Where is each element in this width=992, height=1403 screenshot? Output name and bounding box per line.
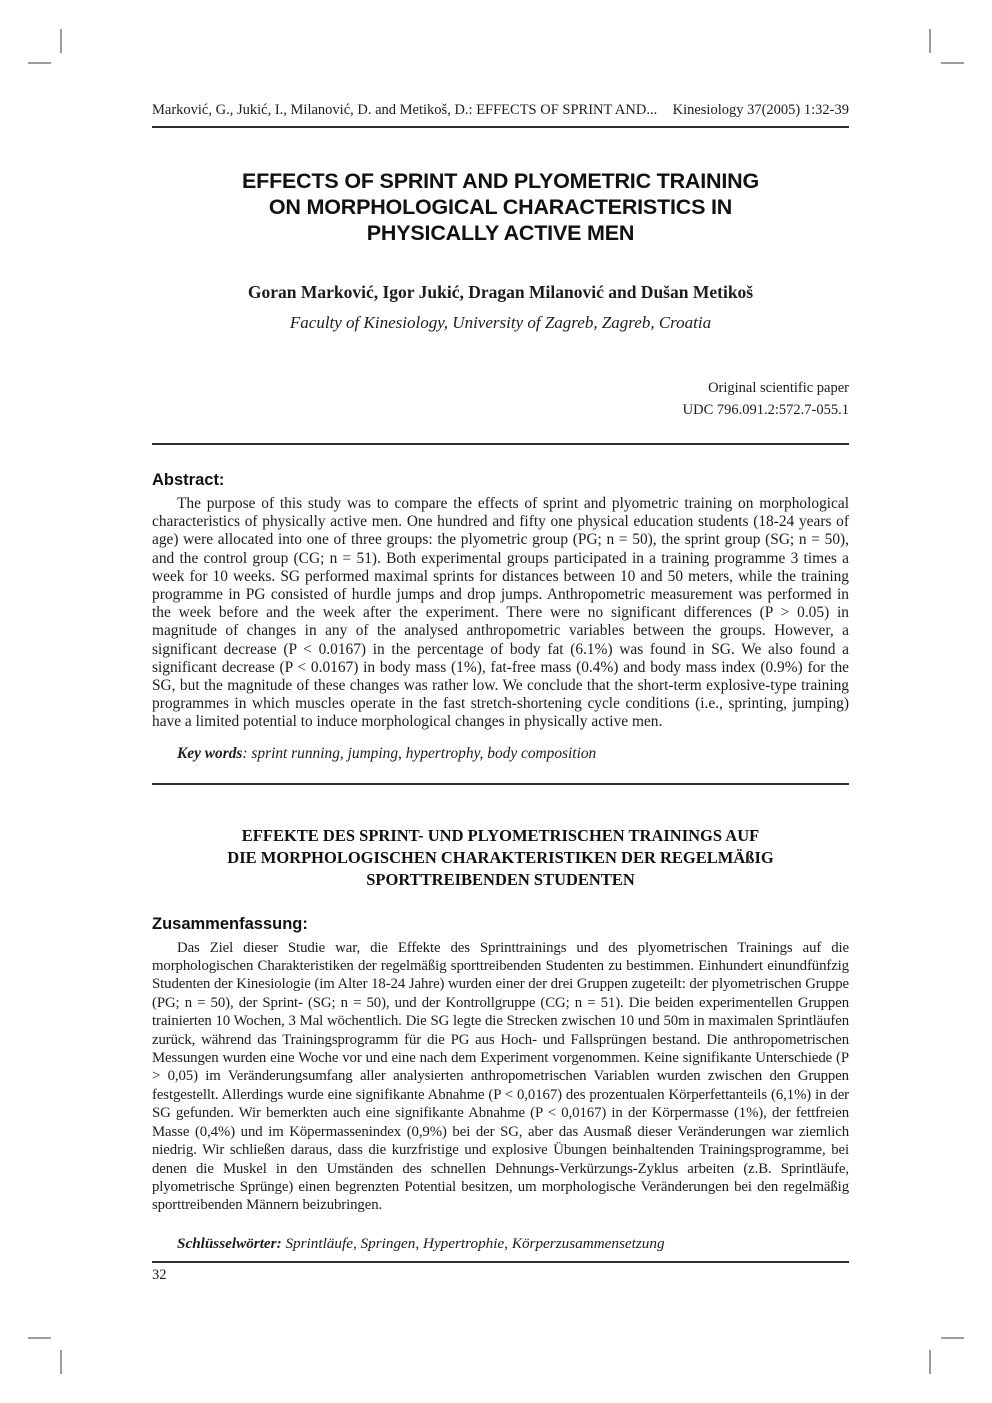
abstract-heading: Abstract: [152,471,225,489]
crop-mark-bottom-right-vertical [929,1350,931,1374]
page-number: 32 [152,1266,167,1283]
schluesselwoerter-label: Schlüsselwörter: [177,1234,282,1252]
crop-mark-top-right-vertical [929,29,931,53]
german-title-line-1: EFFEKTE DES SPRINT- UND PLYOMETRISCHEN TRAININGS AUF [241,825,760,845]
crop-mark-top-left-horizontal [28,62,51,64]
paper-type: Original scientific paper [708,380,849,396]
keywords-list: : sprint running, jumping, hypertrophy, body composition [242,744,597,762]
crop-mark-top-left-vertical [60,29,62,53]
german-title [152,825,849,891]
authors: Goran Marković, Igor Jukić, Dragan Milanović and Dušan Metikoš [247,282,754,302]
keywords-label: Key words [177,744,243,762]
running-header-title: Marković, G., Jukić, I., Milanović, D. and Metikoš, D.: EFFECTS OF SPRINT AND... [152,102,658,118]
keywords-line [152,745,849,763]
paper-meta [152,377,849,421]
crop-mark-bottom-right-horizontal [941,1337,964,1339]
german-title-line-3: SPORTTREIBENDEN STUDENTEN [366,869,635,889]
schluesselwoerter-list: Sprintläufe, Springen, Hypertrophie, Körperzusammensetzung [281,1234,665,1252]
page-content [152,0,849,1284]
crop-mark-bottom-left-vertical [60,1350,62,1374]
schluesselwoerter-line [152,1235,849,1253]
divider-below-keywords [152,783,849,785]
crop-mark-top-right-horizontal [941,62,964,64]
divider-above-page-number [152,1261,849,1263]
article-title-line-2: ON MORPHOLOGICAL CHARACTERISTICS IN [268,195,733,219]
article-title-line-3: PHYSICALLY ACTIVE MEN [366,221,635,245]
article-title-line-1: EFFECTS OF SPRINT AND PLYOMETRIC TRAINING [242,169,759,193]
german-title-line-2: DIE MORPHOLOGISCHEN CHARAKTERISTIKEN DER REGELMÄßIG [227,847,774,867]
abstract-body: The purpose of this study was to compare the effects of sprint and plyometric training on morphological characteristics of physically active men. One hundred and fifty one physical education students (18-24 years of age) were allocated into one of three groups: the plyometric group (PG; n = 50), the sprint group (SG; n = 50), and the control group (CG; n = 51). Both experimental groups participated in a training programme 3 times a week for 10 weeks. SG performed maximal sprints for distances between 10 and 50 meters, while the training programme in PG consisted of hurdle jumps and drop jumps. Anthropometric measurement was performed in the week before and the week after the experiment. There were no significant differences (P > 0.05) in magnitude of changes in any of the analysed anthropometric variables between the groups. However, a significant decrease (P < 0.0167) in the percentage of body fat (6.1%) was found in SG. We also found a significant decrease (P < 0.0167) in body mass (1%), fat-free mass (0.4%) and body mass index (0.9%) for the SG, but the magnitude of these changes was rather low. We conclude that the short-term explosive-type training programmes in which muscles operate in the fast stretch-shortening cycle conditions (i.e., sprinting, jumping) have a limited potential to induce morphological changes in physically active men. [152,495,849,731]
article-title [152,168,849,246]
zusammenfassung-heading: Zusammenfassung: [152,914,308,933]
crop-mark-bottom-left-horizontal [28,1337,51,1339]
running-header [152,0,849,128]
affiliation: Faculty of Kinesiology, University of Zagreb, Zagreb, Croatia [289,313,712,332]
udc-number: UDC 796.091.2:572.7-055.1 [682,402,849,418]
running-header-journal-ref: Kinesiology 37(2005) 1:32-39 [672,102,849,118]
zusammenfassung-body: Das Ziel dieser Studie war, die Effekte des Sprinttrainings und des plyometrischen Trainings auf die morphologischen Charakteristiken der regelmäßig sporttreibenden Studenten zu bestimmen. Einhundert einundfünfzig Studenten der Kinesiologie (im Alter 18-24 Jahre) wurden einer der drei Gruppen zugeteilt: der plyometrischen Gruppe (PG; n = 50), der Sprint- (SG; n = 50), und der Kontrollgruppe (CG; n = 51). Die beiden experimentellen Gruppen trainierten 10 Wochen, 3 Mal wöchentlich. Die SG legte die Strecken zwischen 10 und 50m in maximalen Sprintläufen zurück, während das Trainingsprogramm für die PG aus Hoch- und Fallsprüngen bestand. Die anthropometrischen Messungen wurden eine Woche vor und eine nach dem Experiment vorgenommen. Keine signifikante Unterschiede (P > 0,05) im Veränderungsumfang aller analysierten anthropometrischen Variablen wurden zwischen den Gruppen festgestellt. Allerdings wurde eine signifikante Abnahme (P < 0,0167) des prozentualen Körperfettanteils (6,1%) in der SG gefunden. Wir bemerkten auch eine signifikante Abnahme (P < 0,0167) in der Körpermasse (1%), der fettfreien Masse (0,4%) und im Köpermassenindex (0,9%) bei der SG, aber das Ausmaß dieser Veränderungen war ziemlich niedrig. Wir schließen daraus, dass die kurzfristige und explosive Übungen beinhaltenden Trainingsprogramme, bei denen die Muskel in den Umständen des schnellen Dehnungs-Verkürzungs-Zyklus arbeiten (z.B. Sprintläufe, plyometrische Sprünge) einen begrenzten Potential besitzen, um morphologische Veränderungen bei den regelmäßig sporttreibenden Männern beizubringen. [152,939,849,1214]
divider-above-abstract [152,443,849,445]
